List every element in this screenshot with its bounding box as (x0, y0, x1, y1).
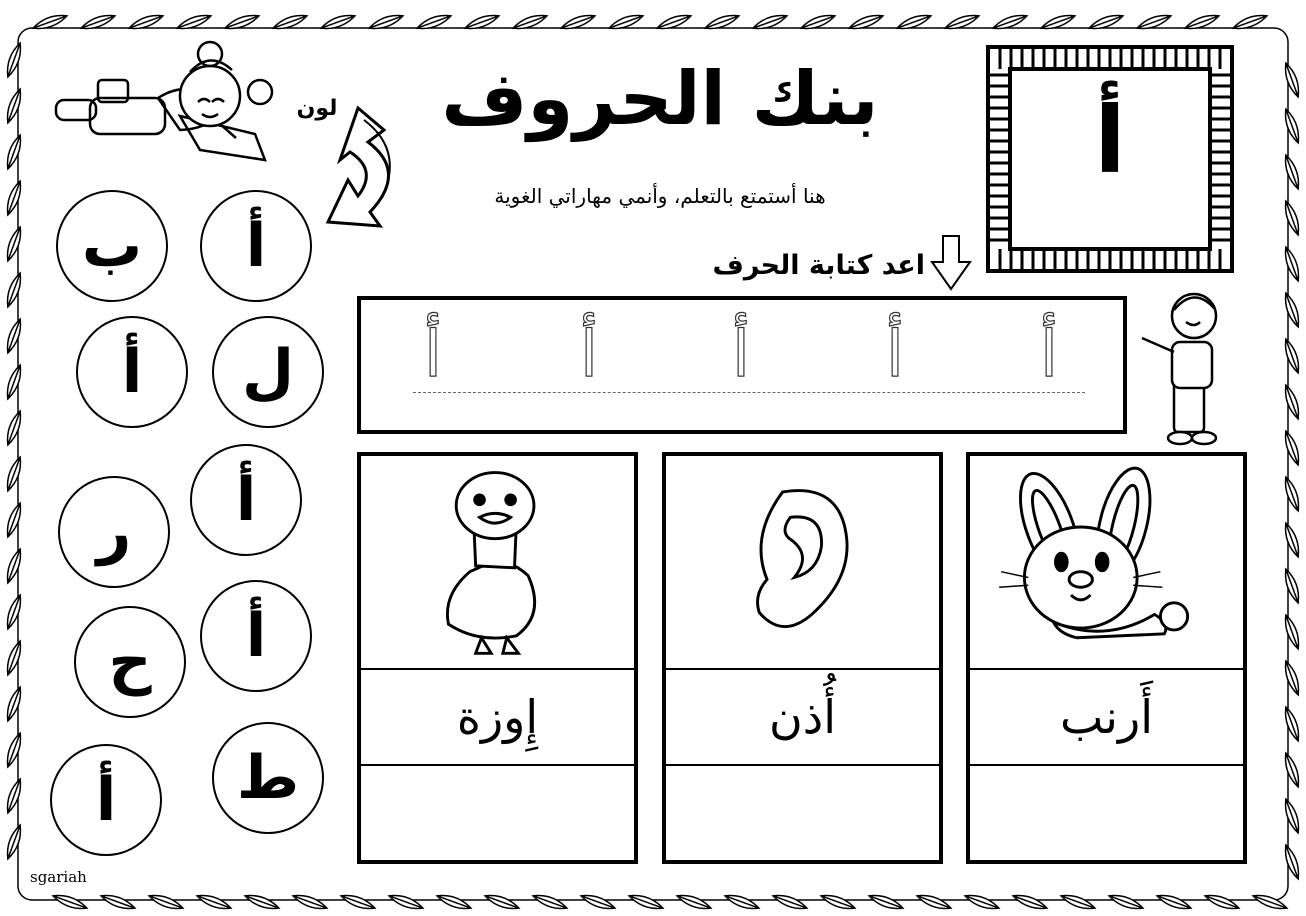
leaf-decoration (1282, 154, 1303, 191)
leaf-decoration (4, 88, 25, 125)
leaf-decoration (1184, 12, 1221, 33)
trace-letter: أ (424, 318, 442, 392)
leaf-decoration (4, 732, 25, 769)
leaf-decoration (4, 364, 25, 401)
leaf-decoration (916, 892, 953, 913)
ear-icon (666, 456, 939, 666)
leaf-decoration (560, 12, 597, 33)
letter-circle[interactable]: أ (190, 444, 302, 556)
rabbit-icon (970, 456, 1243, 666)
leaf-decoration (1252, 892, 1289, 913)
card-word: أُذن (666, 668, 939, 766)
leaf-decoration (868, 892, 905, 913)
leaf-decoration (1108, 892, 1145, 913)
leaf-decoration (100, 892, 137, 913)
leaf-decoration (752, 12, 789, 33)
letter-circle[interactable]: أ (76, 316, 188, 428)
leaf-decoration (1282, 568, 1303, 605)
leaf-decoration (656, 12, 693, 33)
letter-circle[interactable]: ح (74, 606, 186, 718)
leaf-decoration (1060, 892, 1097, 913)
leaf-decoration (772, 892, 809, 913)
word-card-goose (357, 452, 638, 864)
leaf-decoration (800, 12, 837, 33)
leaf-decoration (1282, 614, 1303, 651)
leaf-decoration (1282, 338, 1303, 375)
credit-text: sgariah (30, 868, 87, 886)
leaf-decoration (628, 892, 665, 913)
leaf-decoration (484, 892, 521, 913)
leaf-decoration (4, 548, 25, 585)
leaf-decoration (4, 502, 25, 539)
leaf-decoration (4, 824, 25, 861)
leaf-decoration (532, 892, 569, 913)
leaf-decoration (464, 12, 501, 33)
featured-letter: أ (1094, 87, 1126, 194)
card-word: أَرنب (970, 668, 1243, 766)
leaf-decoration (292, 892, 329, 913)
leaf-decoration (1282, 200, 1303, 237)
leaf-decoration (272, 12, 309, 33)
letter-circle[interactable]: ط (212, 722, 324, 834)
leaf-decoration (4, 456, 25, 493)
leaf-decoration (416, 12, 453, 33)
leaf-decoration (964, 892, 1001, 913)
leaf-decoration (1282, 522, 1303, 559)
trace-instruction: اعد كتابة الحرف (712, 250, 925, 281)
leaf-decoration (196, 892, 233, 913)
leaf-decoration (4, 42, 25, 79)
leaf-decoration (1282, 246, 1303, 283)
leaf-decoration (4, 272, 25, 309)
leaf-decoration (148, 892, 185, 913)
tracing-box[interactable] (357, 296, 1127, 434)
leaf-decoration (340, 892, 377, 913)
leaf-decoration (224, 12, 261, 33)
letter-circle[interactable]: أ (200, 190, 312, 302)
word-card-ear (662, 452, 943, 864)
leaf-decoration (1232, 12, 1269, 33)
leaf-decoration (724, 892, 761, 913)
leaf-decoration (1282, 798, 1303, 835)
word-card-rabbit (966, 452, 1247, 864)
leaf-decoration (244, 892, 281, 913)
leaf-decoration (436, 892, 473, 913)
down-arrow-icon (930, 234, 972, 292)
leaf-decoration (676, 892, 713, 913)
leaf-decoration (992, 12, 1029, 33)
leaf-decoration (704, 12, 741, 33)
child-coloring-icon (50, 38, 290, 166)
leaf-decoration (896, 12, 933, 33)
leaf-decoration (388, 892, 425, 913)
trace-letter: أ (732, 318, 750, 392)
letter-circle[interactable]: أ (50, 744, 162, 856)
leaf-decoration (176, 12, 213, 33)
leaf-decoration (580, 892, 617, 913)
leaf-decoration (1282, 384, 1303, 421)
leaf-decoration (52, 892, 89, 913)
leaf-decoration (1282, 292, 1303, 329)
leaf-decoration (1282, 844, 1303, 881)
letter-circle[interactable]: ب (56, 190, 168, 302)
leaf-decoration (4, 778, 25, 815)
leaf-decoration (4, 640, 25, 677)
trace-letter: أ (580, 318, 598, 392)
trace-letter: أ (886, 318, 904, 392)
leaf-decoration (4, 594, 25, 631)
leaf-decoration (1282, 752, 1303, 789)
leaf-decoration (1282, 108, 1303, 145)
leaf-decoration (1136, 12, 1173, 33)
letter-circle[interactable]: ل (212, 316, 324, 428)
leaf-decoration (608, 12, 645, 33)
trace-baseline (413, 392, 1085, 393)
leaf-decoration (944, 12, 981, 33)
curved-arrow-icon (320, 100, 415, 242)
leaf-decoration (320, 12, 357, 33)
page-subtitle: هنا أستمتع بالتعلم، وأنمي مهاراتي الغوية (494, 184, 826, 208)
leaf-decoration (1088, 12, 1125, 33)
leaf-decoration (128, 12, 165, 33)
leaf-decoration (32, 12, 69, 33)
trace-letter: أ (1040, 318, 1058, 392)
card-word: إِوزة (361, 668, 634, 766)
leaf-decoration (1156, 892, 1193, 913)
leaf-decoration (4, 226, 25, 263)
letter-circle[interactable]: أ (200, 580, 312, 692)
page-title: بنك الحروف (441, 56, 879, 142)
pointing-child-icon (1136, 282, 1230, 450)
leaf-decoration (368, 12, 405, 33)
leaf-decoration (1040, 12, 1077, 33)
leaf-decoration (1282, 660, 1303, 697)
goose-icon (361, 456, 634, 666)
leaf-decoration (1204, 892, 1241, 913)
leaf-decoration (4, 686, 25, 723)
leaf-decoration (4, 318, 25, 355)
color-instruction: لون (296, 96, 338, 121)
letter-circle[interactable]: ر (58, 476, 170, 588)
leaf-decoration (80, 12, 117, 33)
leaf-decoration (848, 12, 885, 33)
leaf-decoration (4, 410, 25, 447)
leaf-decoration (512, 12, 549, 33)
leaf-decoration (1282, 62, 1303, 99)
leaf-decoration (1282, 430, 1303, 467)
leaf-decoration (4, 134, 25, 171)
leaf-decoration (1282, 476, 1303, 513)
leaf-decoration (1282, 706, 1303, 743)
leaf-decoration (1012, 892, 1049, 913)
leaf-decoration (4, 180, 25, 217)
leaf-decoration (820, 892, 857, 913)
